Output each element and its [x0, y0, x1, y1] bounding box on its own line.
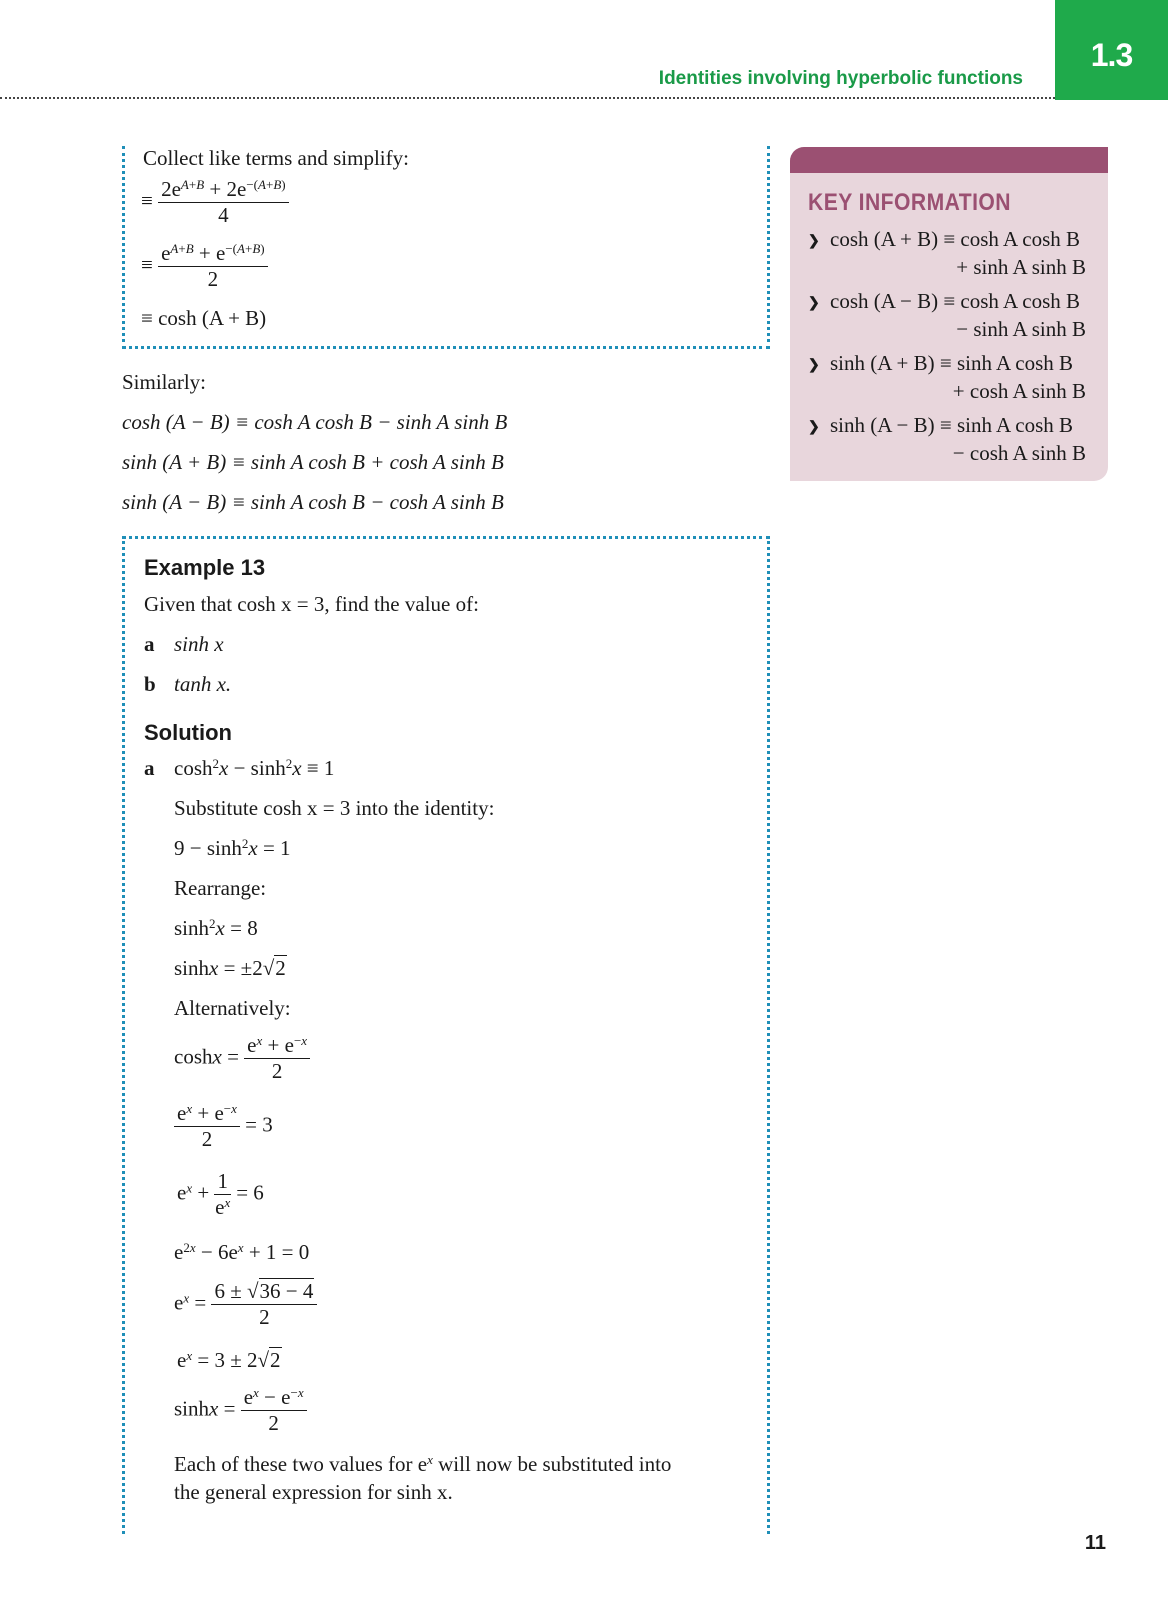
step-sinh-value: sinhx = ±2√2 — [174, 956, 286, 980]
key-item-1-line1: cosh (A + B) ≡ cosh A cosh B — [830, 227, 1081, 251]
step-quadratic: $e^{2x} - 6e^x + 1 = 0$ — [174, 1239, 310, 1264]
key-item-1-line2: + sinh A sinh B — [956, 255, 1086, 279]
substitute-text: Substitute cosh x = 3 into the identity: — [174, 796, 495, 820]
similarly-label: Similarly: — [122, 370, 206, 394]
step-sinh-definition: sinhx = $\frac{e^x - e^{-x}}{2}$ — [174, 1386, 307, 1435]
key-item-2-line2: − sinh A sinh B — [956, 317, 1086, 341]
example-prompt: Given that cosh x = 3, find the value of: — [144, 592, 479, 616]
solution-part-a-label: a — [144, 756, 155, 780]
bullet-icon: ❯ — [808, 296, 820, 311]
key-item-4-line2: − cosh A sinh B — [952, 441, 1086, 465]
identity-sinh-minus: sinh (A − B) ≡ sinh A cosh B − cosh A sinh B — [122, 490, 504, 514]
key-item-3-line1: sinh (A + B) ≡ sinh A cosh B — [830, 351, 1074, 375]
solution-heading: Solution — [144, 720, 232, 745]
solution-identity: $\cosh^2x - \sinh^2x \equiv 1$ — [174, 755, 335, 780]
closing-text-1a: Each of these two values for e — [174, 1452, 428, 1476]
step-equals-6: $e^x$ + $\frac{1}{e^x}$ = 6 — [177, 1169, 264, 1220]
identity-sinh-plus: sinh (A + B) ≡ sinh A cosh B + cosh A sinh B — [122, 450, 504, 474]
part-b-label: b — [144, 672, 156, 696]
closing-line-2: the general expression for sinh x. — [174, 1480, 453, 1504]
proof-step-3: ≡ cosh (A + B) — [141, 306, 267, 330]
step-ex-value: $e^x = 3 \pm 2√2$ — [177, 1347, 281, 1372]
key-item-3-line2: + cosh A sinh B — [952, 379, 1086, 403]
page-number: 11 — [1084, 1532, 1106, 1554]
section-number-tab — [1055, 0, 1168, 100]
step-equals-3: $\frac{e^x + e^{-x}}{2}$ = 3 — [174, 1102, 273, 1151]
header-rule — [0, 97, 1055, 99]
bullet-icon: ❯ — [808, 420, 820, 435]
step-cosh-definition: coshx = $\frac{e^x + e^{-x}}{2}$ — [174, 1034, 310, 1083]
part-a-text: sinh x — [174, 632, 224, 656]
section-number: 1.3 — [1090, 37, 1133, 73]
bullet-icon: ❯ — [808, 358, 820, 373]
key-item-4-line1: sinh (A − B) ≡ sinh A cosh B — [830, 413, 1074, 437]
key-item-2-line1: cosh (A − B) ≡ cosh A cosh B — [830, 289, 1081, 313]
part-b-text: tanh x. — [174, 672, 232, 696]
key-information-panel — [790, 147, 1108, 481]
closing-line-1: Each of these two values for $e^x$ will now be substituted into — [174, 1451, 672, 1476]
part-a-label: a — [144, 632, 155, 656]
example-title: Example 13 — [144, 555, 266, 580]
collect-text: Collect like terms and simplify: — [143, 146, 409, 170]
alternatively-text: Alternatively: — [174, 996, 291, 1020]
rearrange-text: Rearrange: — [174, 876, 267, 900]
step-sinh-squared: $\sinh^2x = 8$ — [174, 915, 258, 940]
proof-step-1: ≡ $\frac{2e^{A+B} + 2e^{-(A+B)}}{4}$ — [141, 178, 289, 227]
identity-cosh-minus: cosh (A − B) ≡ cosh A cosh B − sinh A sinh B — [122, 410, 508, 434]
key-information-title: KEY INFORMATION — [808, 189, 1011, 216]
step-9-minus: $9 - \sinh^2x = 1$ — [174, 835, 291, 860]
step-quadratic-formula: $e^x$ = $\frac{6 \pm √36 - 4}{2}$ — [174, 1280, 317, 1329]
section-title: Identities involving hyperbolic functions — [658, 68, 1023, 89]
closing-text-1b: will now be substituted into — [432, 1452, 672, 1476]
proof-step-2: ≡ $\frac{e^{A+B} + e^{-(A+B)}}{2}$ — [141, 242, 268, 291]
bullet-icon: ❯ — [808, 234, 820, 249]
key-information-bar — [790, 147, 1108, 173]
